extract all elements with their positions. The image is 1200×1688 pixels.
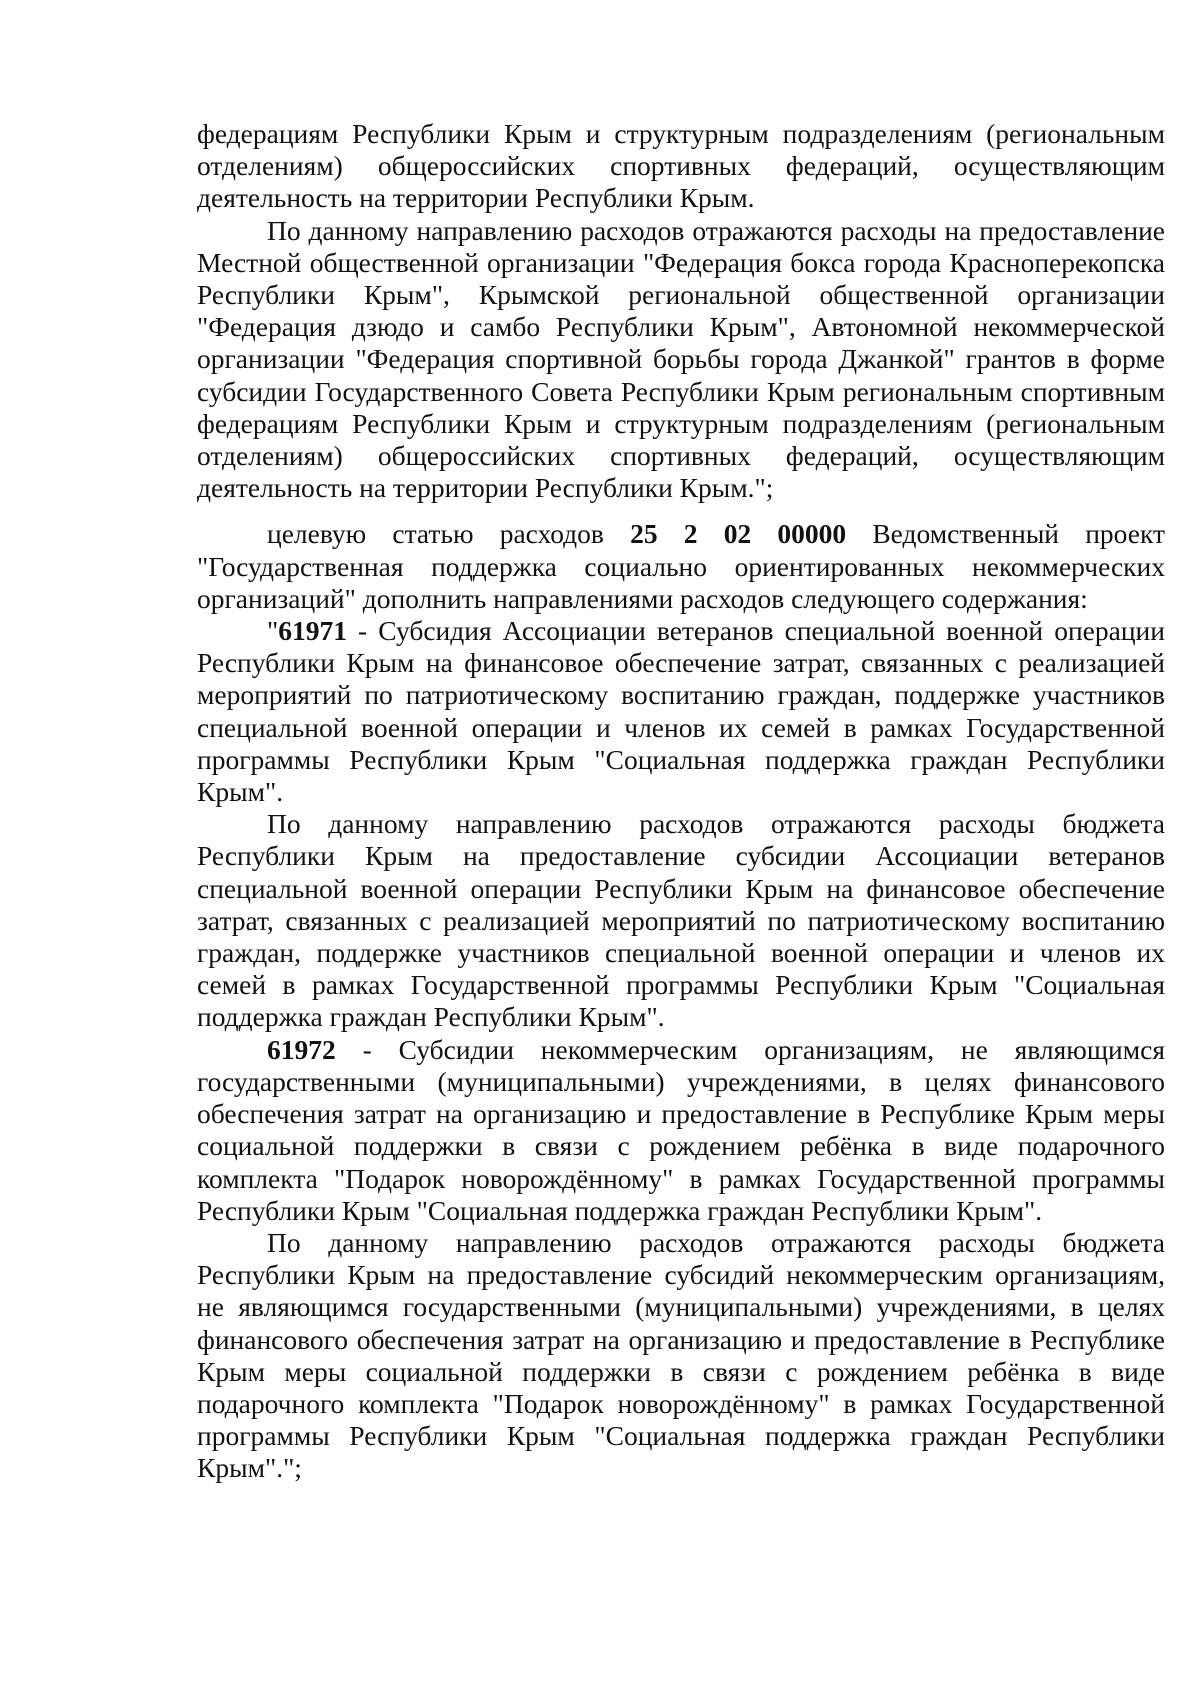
expense-code-61971: 61971 (278, 615, 347, 647)
target-article-code: 25 2 02 00000 (630, 518, 847, 550)
expense-text-61971: - Субсидия Ассоциации ветеранов специальной военной операции Республики Крым на финансовое обеспечение затрат, связанных с реализацией мероприятий по патриотическому воспитанию граждан, поддержке участников специальной военной операции и членов их семей в рамках Государственной программы Республики Крым "Социальная поддержка граждан Республики Крым". (197, 615, 1165, 808)
expense-code-61972: 61972 (267, 1033, 336, 1065)
document-body (197, 118, 1165, 1485)
opening-quote: " (267, 615, 279, 647)
paragraph-code-61972 (197, 1034, 1165, 1227)
paragraph-61972-description: По данному направлению расходов отражаются расходы бюджета Республики Крым на предоставление субсидий некоммерческим организациям, не являющимся государственными (муниципальными) учреждениями, в целях финансового обеспечения затрат на организацию и предоставление в Республике Крым меры социальной поддержки в связи с рождением ребёнка в виде подарочного комплекта "Подарок новорождённому" в рамках Государственной программы Республики Крым "Социальная поддержка граждан Республики Крым"."; (197, 1226, 1165, 1484)
paragraph-code-61971 (197, 615, 1165, 808)
paragraph-target-article (197, 518, 1165, 615)
target-article-suffix: Ведомственный проект "Государственная поддержка социально ориентированных некоммерческих организаций" дополнить направлениями расходов следующего содержания: (197, 518, 1165, 614)
expense-text-61972: - Субсидии некоммерческим организациям, не являющимся государственными (муниципальными) учреждениями, в целях финансового обеспечения затрат на организацию и предоставление в Республике Крым меры социальной поддержки в связи с рождением ребёнка в виде подарочного комплекта "Подарок новорождённому" в рамках Государственной программы Республики Крым "Социальная поддержка граждан Республики Крым". (197, 1033, 1165, 1226)
target-article-prefix: целевую статью расходов (267, 518, 631, 550)
paragraph-61971-description: По данному направлению расходов отражаются расходы бюджета Республики Крым на предоставление субсидии Ассоциации ветеранов специальной военной операции Республики Крым на финансовое обеспечение затрат, связанных с реализацией мероприятий по патриотическому воспитанию граждан, поддержке участников специальной военной операции и членов их семей в рамках Государственной программы Республики Крым "Социальная поддержка граждан Республики Крым". (197, 808, 1165, 1033)
paragraph-boxing-judo-grants: По данному направлению расходов отражаются расходы на предоставление Местной общественной организации "Федерация бокса города Красноперекопска Республики Крым", Крымской региональной общественной организации "Федерация дзюдо и самбо Республики Крым", Автономной некоммерческой организации "Федерация спортивной борьбы города Джанкой" грантов в форме субсидии Государственного Совета Республики Крым региональным спортивным федерациям Республики Крым и структурным подразделениям (региональным отделениям) общероссийских спортивных федераций, осуществляющим деятельность на территории Республики Крым."; (197, 214, 1165, 504)
paragraph-federations-continuation: федерациям Республики Крым и структурным подразделениям (региональным отделениям) общероссийских спортивных федераций, осуществляющим деятельность на территории Республики Крым. (197, 118, 1165, 214)
